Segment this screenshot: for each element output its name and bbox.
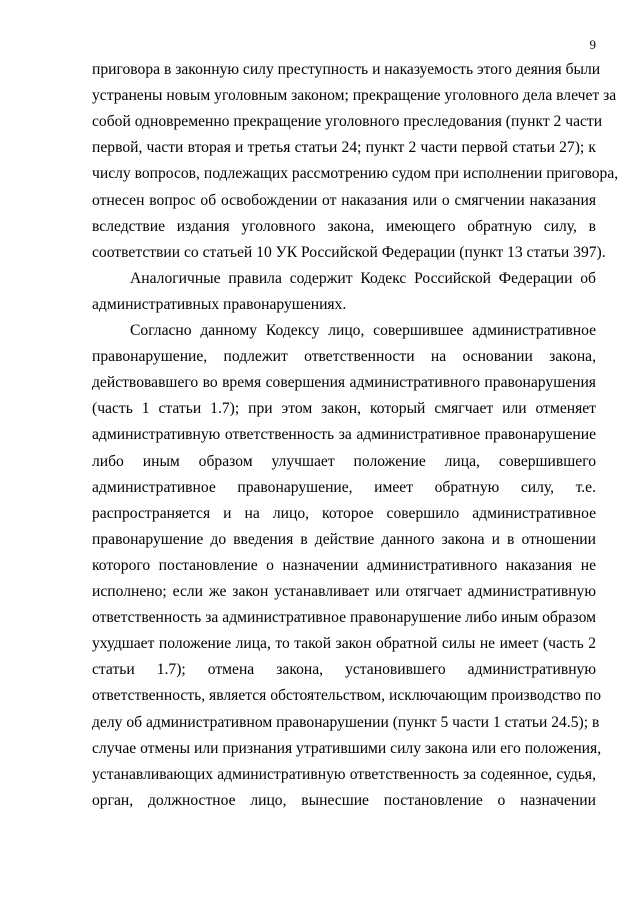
- text-line: делу об административном правонарушении (пункт 5 части 1 статьи 24.5); в: [92, 713, 600, 731]
- text-line: (часть 1 статьи 1.7); при этом закон, который смягчает или отменяет: [92, 400, 596, 418]
- text-line: собой одновременно прекращение уголовного преследования (пункт 2 части: [92, 113, 603, 131]
- text-line: статьи 1.7); отмена закона, установившего административную: [92, 661, 596, 679]
- page-number: 9: [589, 37, 596, 52]
- text-line: ответственность за административное правонарушение либо иным образом: [92, 609, 596, 627]
- text-line: административное правонарушение, имеет обратную силу, т.е.: [92, 478, 596, 496]
- text-line: ухудшает положение лица, то такой закон обратной силы не имеет (часть 2: [92, 635, 596, 653]
- text-line: которого постановление о назначении административного наказания не: [92, 556, 596, 574]
- text-line: распространяется и на лицо, которое совершило административное: [92, 504, 596, 522]
- text-line: административную ответственность за административное правонарушение: [92, 426, 596, 444]
- text-line: устанавливающих административную ответственность за содеянное, судья,: [92, 765, 596, 783]
- text-line: действовавшего во время совершения административного правонарушения: [92, 374, 596, 392]
- text-line: вследствие издания уголовного закона, имеющего обратную силу, в: [92, 217, 596, 235]
- text-line: Согласно данному Кодексу лицо, совершившее административное: [130, 322, 596, 339]
- text-line: приговора в законную силу преступность и наказуемость этого деяния были: [92, 61, 601, 78]
- text-line: отнесен вопрос об освобождении от наказания или о смягчении наказания: [92, 191, 596, 209]
- text-line: Аналогичные правила содержит Кодекс Российской Федерации об: [130, 269, 596, 287]
- text-line: числу вопросов, подлежащих рассмотрению судом при исполнении приговора,: [92, 165, 619, 183]
- text-line: либо иным образом улучшает положение лица, совершившего: [92, 452, 596, 470]
- text-line: устранены новым уголовным законом; прекращение уголовного дела влечет за: [92, 87, 617, 105]
- text-line: орган, должностное лицо, вынесшие постановление о назначении: [92, 791, 596, 809]
- text-line: соответствии со статьей 10 УК Российской Федерации (пункт 13 статьи 397).: [92, 243, 606, 261]
- text-line: административных правонарушениях.: [92, 295, 347, 313]
- text-line: правонарушение до введения в действие данного закона и в отношении: [92, 530, 596, 548]
- text-line: правонарушение, подлежит ответственности на основании закона,: [92, 348, 596, 366]
- text-line: первой, части вторая и третья статьи 24; пункт 2 части первой статьи 27); к: [92, 139, 596, 157]
- text-line: ответственность, является обстоятельством, исключающим производство по: [92, 687, 601, 705]
- text-line: исполнено; если же закон устанавливает или отягчает административную: [92, 583, 596, 600]
- text-line: случае отмены или признания утратившими силу закона или его положения,: [92, 739, 602, 757]
